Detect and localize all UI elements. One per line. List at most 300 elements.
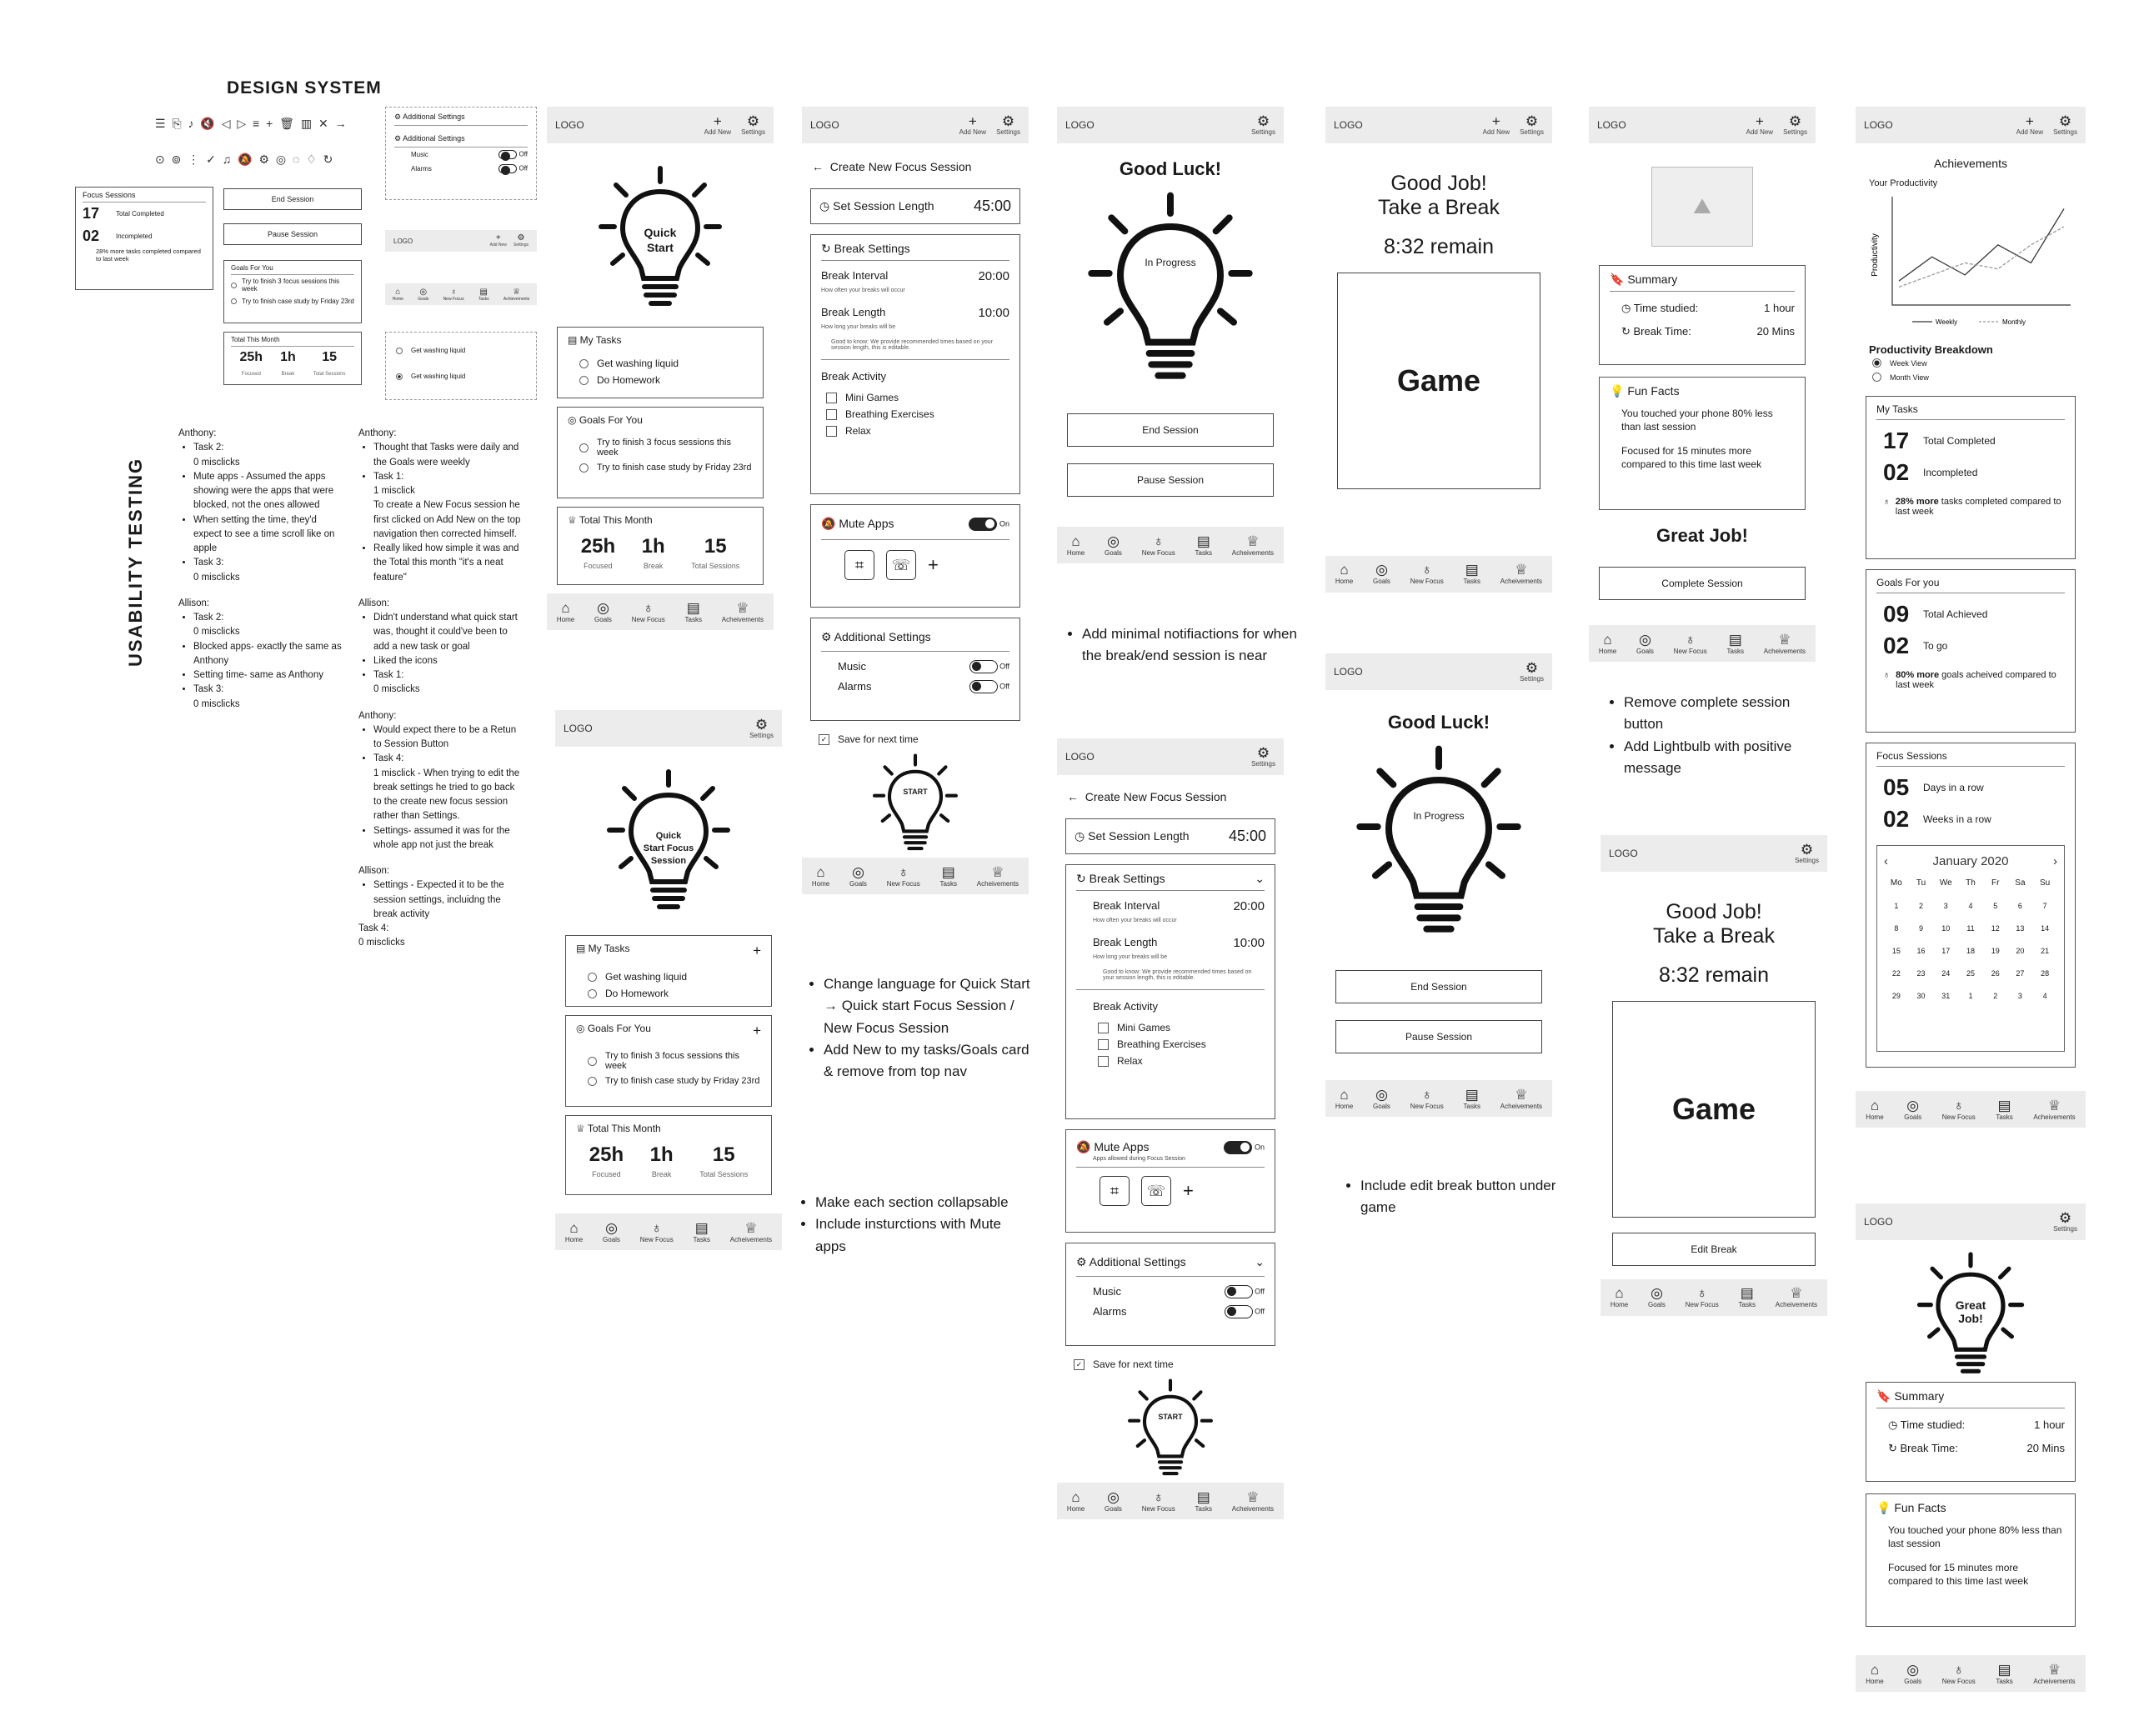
refresh-icon: ↻ [1621, 325, 1634, 338]
icon-set-row-2: ⊙ ⊚ ⋮ ✓ ♫ 🔕 ⚙ ◎ ◌ ♢ ↻ [155, 153, 335, 166]
goal-radio[interactable] [579, 443, 589, 453]
settings-button[interactable] [2053, 1211, 2077, 1233]
calendar-day[interactable]: 1 [1894, 902, 1899, 910]
nav-item-clipboard[interactable] [1195, 534, 1212, 557]
back-link[interactable] [802, 143, 1029, 173]
break-screen-v1 [1325, 107, 1552, 607]
break-label: Break Time: [1633, 325, 1691, 338]
ach-f1-label: Days in a row [1923, 782, 1984, 793]
nav-item-home[interactable] [1067, 534, 1085, 557]
logo: LOGO [564, 723, 593, 734]
checkbox[interactable] [826, 409, 837, 420]
nav-item-clipboard[interactable] [685, 601, 702, 623]
clipboard-icon: ▤ [1997, 1661, 2011, 1678]
nav-item-target[interactable] [1636, 633, 1654, 655]
usability-note: • Task 3: 0 misclicks [193, 556, 345, 585]
usability-note: • Setting time- same as Anthony [193, 668, 345, 683]
nav-label: Home [1335, 578, 1354, 585]
calendar-day[interactable]: 16 [1916, 947, 1926, 955]
edit-break-button[interactable]: Edit Break [1612, 1233, 1816, 1266]
lightbulb-icon: ♁ [1696, 1285, 1708, 1301]
calendar-day[interactable]: 14 [2041, 924, 2050, 933]
target-icon: ◎ [568, 414, 579, 426]
calendar-day[interactable]: 11 [1966, 924, 1975, 933]
nav-item-lightbulb[interactable] [632, 601, 665, 623]
ds-music: Music [411, 151, 428, 158]
usability-note: • Would expect there to be a Retun to Session Button [373, 723, 525, 753]
calendar-day[interactable]: 31 [1941, 992, 1951, 1000]
calendar-weekday: Sa [2015, 878, 2026, 888]
week-view-label: Week View [1890, 358, 1927, 368]
award-icon: ♕ [1246, 533, 1260, 549]
nav-item-clipboard[interactable] [1464, 563, 1480, 585]
ds-alarm-toggle[interactable] [498, 164, 517, 173]
settings-button[interactable] [1795, 843, 1819, 864]
nav-item-lightbulb[interactable] [1142, 1490, 1175, 1513]
tester-name: Anthony: [358, 710, 397, 721]
activity-label: Break Activity [821, 370, 887, 383]
month-focused: 25h [580, 535, 616, 558]
goals-title: Goals For You [579, 414, 643, 426]
nav-item-award[interactable] [1232, 1490, 1274, 1513]
pause-session-button[interactable]: Pause Session [1335, 1020, 1542, 1053]
nav-label: New Focus [1410, 1102, 1444, 1110]
nav-item-lightbulb[interactable] [640, 1221, 674, 1243]
end-session-button[interactable]: End Session [1335, 970, 1542, 1003]
ds-settings-label: Settings [513, 243, 528, 248]
music-label: Music [838, 660, 866, 673]
settings-label: Settings [741, 128, 765, 136]
ds-focus-l2: Incompleted [116, 233, 153, 240]
nav-label: Goals [1636, 647, 1654, 655]
nav-item-target[interactable] [594, 601, 612, 623]
settings-button[interactable] [741, 114, 765, 136]
chevron-left-icon[interactable]: ‹ [1884, 854, 1888, 868]
quick-start-bulb[interactable] [547, 143, 774, 318]
nav-item-lightbulb[interactable] [1142, 534, 1175, 557]
nav-item-clipboard[interactable] [1727, 633, 1744, 655]
my-tasks-card [565, 935, 772, 1007]
calendar-day[interactable]: 3 [1943, 902, 1948, 910]
alarms-label: Alarms [838, 680, 872, 693]
home-icon: ⌂ [1603, 631, 1612, 648]
nav-item-award[interactable] [1764, 633, 1806, 655]
nav-item-home[interactable] [1866, 1663, 1883, 1685]
gear-icon: ⚙ [1525, 660, 1539, 676]
session-length-field[interactable] [1065, 818, 1275, 854]
interval-value[interactable]: 20:00 [1233, 899, 1265, 913]
mute-apps-card [1065, 1129, 1275, 1233]
game-area[interactable]: Game [1337, 273, 1540, 489]
usability-note: • Task 1: 1 misclick To create a New Focus session he first clicked on Add New on the top navigation then corrected himself. [373, 470, 525, 542]
nav-item-lightbulb[interactable] [1410, 1088, 1444, 1110]
checkbox[interactable] [826, 426, 837, 437]
refresh-icon: ↻ [1076, 872, 1090, 885]
summary-card [1866, 1382, 2076, 1482]
note-item: • Make each section collapsable [815, 1192, 1030, 1213]
phone-app-icon[interactable]: ☏ [1141, 1176, 1171, 1206]
checkbox[interactable] [1098, 1023, 1109, 1033]
settings-label: Settings [1251, 760, 1275, 768]
calendar-day[interactable]: 8 [1894, 924, 1899, 933]
nav-item-lightbulb[interactable] [1942, 1098, 1976, 1121]
calendar-day[interactable]: 25 [1966, 969, 1975, 978]
calendar-day[interactable]: 2 [1993, 992, 1998, 1000]
break-settings-card [1065, 864, 1275, 1119]
activity-3: Relax [1117, 1055, 1143, 1067]
goal-radio[interactable] [588, 1077, 597, 1086]
ds-music-toggle[interactable] [498, 150, 517, 159]
nav-item-home[interactable] [1067, 1490, 1085, 1513]
home-icon: ⌂ [1340, 1086, 1349, 1103]
fact-1: You touched your phone 80% less than last session [1888, 1524, 2062, 1549]
goal-radio[interactable] [588, 1057, 597, 1066]
month-sessions-label: Total Sessions [691, 562, 740, 570]
nav-item-clipboard[interactable] [1739, 1286, 1756, 1308]
blength-value[interactable]: 10:00 [978, 306, 1009, 320]
target-icon: ◎ [1906, 1661, 1920, 1678]
clipboard-icon: ▤ [1196, 533, 1210, 549]
calendar-day[interactable]: 3 [2017, 992, 2022, 1000]
calendar-day[interactable]: 6 [2017, 902, 2022, 910]
ds-goal-radio[interactable] [231, 283, 237, 288]
quick-start-focus-bulb[interactable] [555, 747, 782, 922]
nav-label: New Focus [1410, 578, 1444, 585]
complete-session-button[interactable]: Complete Session [1599, 567, 1806, 600]
interval-value[interactable]: 20:00 [978, 269, 1009, 283]
nav-item-award[interactable] [730, 1221, 772, 1243]
chevron-right-icon[interactable]: › [2053, 854, 2057, 868]
calendar-day[interactable]: 21 [2041, 947, 2050, 955]
add-new-button[interactable] [1483, 114, 1510, 136]
nav-item-target[interactable] [1105, 1490, 1122, 1513]
nav-label: Home [1066, 548, 1085, 557]
music-toggle[interactable] [969, 660, 998, 673]
mute-on: On [999, 518, 1009, 528]
end-session-button[interactable]: End Session [1067, 413, 1274, 447]
calendar-day[interactable]: 4 [1968, 902, 1973, 910]
settings-button[interactable] [1520, 114, 1544, 136]
lightbulb-icon: ♁ [1421, 562, 1433, 578]
ach-tnote-bold: 28% more [1895, 497, 1939, 507]
in-progress-screen-v2 [1325, 653, 1552, 1153]
chevron-down-icon[interactable]: ⌄ [1255, 1255, 1265, 1268]
ds-month-l2: Break [281, 372, 295, 377]
calendar-day[interactable]: 30 [1916, 992, 1926, 1000]
calendar-day[interactable]: 10 [1941, 924, 1951, 933]
award-icon: ♕ [736, 599, 749, 616]
calendar-day[interactable]: 12 [1991, 924, 2000, 933]
ds-goal-1: Try to finish 3 focus sessions this week [242, 278, 340, 293]
nav-item-award[interactable] [1776, 1286, 1817, 1308]
ds-settings[interactable] [513, 234, 528, 248]
task-radio[interactable] [579, 359, 589, 368]
calendar-day[interactable]: 20 [2016, 947, 2025, 955]
chevron-down-icon[interactable]: ⌄ [1255, 872, 1265, 885]
add-new-button[interactable] [959, 114, 986, 136]
phone-app-icon[interactable]: ☏ [886, 550, 916, 580]
add-new-label: Add New [2016, 128, 2044, 136]
length-value[interactable]: 45:00 [1228, 828, 1266, 844]
back-link[interactable] [1057, 775, 1284, 803]
nav-label: Home [1610, 1301, 1629, 1308]
calendar-day[interactable]: 5 [1993, 902, 1998, 910]
bookmark-icon: 🔖 [1610, 273, 1628, 286]
gear-icon: ⚙ [394, 113, 403, 121]
alarms-off: Off [999, 682, 1009, 691]
calendar-weekday: Mo [1890, 878, 1902, 888]
add-new-button[interactable] [704, 114, 731, 136]
nav-item-award[interactable] [977, 865, 1019, 888]
target-icon: ◎ [1906, 1097, 1920, 1113]
mute-toggle[interactable] [1224, 1141, 1252, 1154]
nav-item-lightbulb[interactable] [887, 865, 920, 888]
nav-label: Tasks [939, 879, 957, 888]
bottom-nav [1325, 1080, 1552, 1117]
nav-item-award[interactable] [1500, 563, 1542, 585]
add-task-button[interactable]: + [753, 943, 761, 958]
nav-item-clipboard[interactable] [1996, 1098, 2012, 1121]
ach-tasks-title: My Tasks [1876, 403, 2065, 420]
calendar-day[interactable]: 28 [2041, 969, 2050, 978]
calendar-day[interactable]: 17 [1941, 947, 1951, 955]
week-view-radio[interactable] [1872, 358, 1881, 368]
nav-label: Goals [1648, 1301, 1666, 1308]
music-toggle[interactable] [1225, 1285, 1253, 1298]
ds-nav-label: Achievements [503, 296, 530, 302]
nav-item-home[interactable] [1335, 1088, 1353, 1110]
ds-task-radio[interactable] [396, 348, 403, 354]
ds-logo: LOGO [393, 237, 413, 245]
nav-label: Home [1335, 1102, 1354, 1110]
total-month-card [557, 507, 764, 585]
ds-task-radio-selected[interactable] [396, 373, 403, 380]
ds-pause-session-button[interactable]: Pause Session [223, 223, 362, 245]
length-value[interactable]: 45:00 [973, 198, 1011, 214]
calendar-day[interactable]: 13 [2016, 924, 2025, 933]
gear-icon: ⚙ [517, 233, 525, 243]
calendar-day[interactable]: 7 [2042, 902, 2047, 910]
settings-button[interactable] [1520, 661, 1544, 683]
nav-item-home[interactable] [1335, 563, 1353, 585]
settings-button[interactable] [749, 718, 774, 739]
calendar-weekday: Fr [1991, 878, 2000, 888]
ds-nav-focus[interactable] [443, 288, 464, 302]
nav-item-lightbulb[interactable] [1942, 1663, 1976, 1685]
note-item: • Add Lightbulb with positive message [1624, 736, 1822, 780]
nav-item-home[interactable] [1599, 633, 1616, 655]
settings-button[interactable] [1251, 114, 1275, 136]
length-label: Set Session Length [1088, 829, 1190, 843]
image-placeholder-icon: ⛰ [1651, 167, 1753, 247]
calendar-day[interactable]: 22 [1891, 969, 1901, 978]
lightbulb-icon: ♁ [1953, 1661, 1965, 1678]
lightbulb-icon: ♁ [898, 863, 909, 880]
tester-name: Allison: [358, 598, 390, 608]
month-title: Total This Month [587, 1123, 661, 1134]
calendar-day[interactable]: 18 [1966, 947, 1975, 955]
game-area[interactable]: Game [1612, 1001, 1816, 1218]
calendar-day[interactable]: 26 [1991, 969, 2000, 978]
calendar-day[interactable]: 2 [1919, 902, 1924, 910]
settings-label: Settings [1795, 857, 1819, 864]
gear-icon: ⚙ [821, 630, 834, 643]
add-new-button[interactable] [2016, 114, 2043, 136]
start-label: START [1158, 1413, 1183, 1421]
alarms-toggle[interactable] [1225, 1305, 1253, 1318]
nav-item-award[interactable] [1232, 534, 1274, 557]
nav-item-target[interactable] [1904, 1098, 1921, 1121]
nav-item-target[interactable] [1373, 1088, 1390, 1110]
usability-note: • Blocked apps- exactly the same as Anthony [193, 640, 345, 669]
nav-item-lightbulb[interactable] [1686, 1286, 1719, 1308]
calendar-day[interactable]: 19 [1991, 947, 2000, 955]
settings-label: Settings [2053, 1225, 2077, 1233]
calendar-day[interactable]: 15 [1891, 947, 1901, 955]
nav-item-home[interactable] [1866, 1098, 1883, 1121]
nav-label: Goals [1105, 1504, 1122, 1513]
ach-goals-title: Goals For you [1876, 577, 2065, 593]
calendar-day[interactable]: 4 [2042, 992, 2047, 1000]
nav-item-award[interactable] [2033, 1098, 2075, 1121]
usability-note: • Task 3: 0 misclicks [193, 683, 345, 712]
blength-sub: How long your breaks will be [1093, 954, 1168, 960]
ds-month-label: Total This Month [231, 336, 354, 347]
logo: LOGO [1864, 1216, 1893, 1228]
nav-item-target[interactable] [1105, 534, 1122, 557]
task-radio[interactable] [588, 973, 597, 982]
usability-note: • Settings - Expected it to be the session settings, incluidng the break activity [373, 878, 525, 922]
tip-text: Good to know: We provide recommended times based on your session length, this is editable. [1076, 964, 1265, 990]
settings-button[interactable] [1783, 114, 1807, 136]
slack-app-icon[interactable]: ⌗ [844, 550, 874, 580]
calendar-day[interactable]: 23 [1916, 969, 1926, 978]
bottom-nav [1589, 625, 1816, 662]
add-goal-button[interactable]: + [753, 1023, 761, 1038]
ds-nav-achievements[interactable] [503, 288, 529, 302]
bottom-nav [1600, 1279, 1827, 1316]
add-app-button[interactable]: + [1183, 1180, 1194, 1201]
calendar-day[interactable]: 29 [1891, 992, 1901, 1000]
calendar-day[interactable]: 27 [2016, 969, 2025, 978]
settings-button[interactable] [1251, 746, 1275, 768]
nav-item-award[interactable] [2033, 1663, 2075, 1685]
nav-item-target[interactable] [849, 865, 867, 888]
ds-nav-goals[interactable] [418, 288, 428, 302]
ds-nav-home[interactable] [393, 288, 403, 302]
ds-task-1: Get washing liquid [411, 347, 466, 354]
nav-item-lightbulb[interactable] [1410, 563, 1444, 585]
nav-item-award[interactable] [1500, 1088, 1542, 1110]
calendar-day[interactable]: 24 [1941, 969, 1951, 978]
pause-session-button[interactable]: Pause Session [1067, 463, 1274, 497]
break-value: 20 Mins [2026, 1442, 2065, 1454]
bottom-nav [1325, 556, 1552, 593]
usability-note-tail: Task 4: 0 misclicks [358, 923, 405, 948]
nav-label: Acheivements [721, 615, 764, 623]
add-app-button[interactable]: + [928, 554, 939, 575]
gear-icon: ⚙ [1788, 113, 1802, 129]
nav-item-clipboard[interactable] [1464, 1088, 1480, 1110]
calendar-day[interactable]: 1 [1968, 992, 1973, 1000]
alarms-toggle[interactable] [969, 680, 998, 693]
month-view-radio[interactable] [1872, 373, 1881, 382]
nav-item-clipboard[interactable] [694, 1221, 710, 1243]
gear-icon: ⚙ [1256, 745, 1270, 761]
task-radio[interactable] [579, 376, 589, 385]
nav-item-home[interactable] [565, 1221, 583, 1243]
nav-item-home[interactable] [557, 601, 574, 623]
award-icon: ♕ [2047, 1661, 2061, 1678]
chart-ylabel: Productivity [1871, 233, 1880, 277]
slack-app-icon[interactable]: ⌗ [1100, 1176, 1130, 1206]
ach-t2-label: Incompleted [1923, 467, 1978, 478]
start-bulb[interactable] [1057, 1373, 1284, 1473]
nav-item-target[interactable] [1373, 563, 1390, 585]
nav-item-home[interactable] [1611, 1286, 1628, 1308]
allowed-hint: Apps allowed during Focus Session [1076, 1156, 1265, 1168]
nav-label: Goals [603, 1235, 620, 1243]
nav-item-target[interactable] [603, 1221, 620, 1243]
clipboard-icon: ▤ [568, 334, 580, 346]
ds-goal-radio[interactable] [231, 298, 237, 304]
blength-value[interactable]: 10:00 [1233, 936, 1265, 950]
ach-g1: 09 [1883, 601, 1910, 627]
nav-item-award[interactable] [722, 601, 764, 623]
nav-item-lightbulb[interactable] [1674, 633, 1707, 655]
lightbulb-icon: ♁ [1153, 533, 1165, 549]
save-checkbox[interactable]: ✓ [819, 734, 829, 745]
ds-nav-tasks[interactable] [478, 288, 489, 302]
home-icon: ⌂ [561, 599, 570, 616]
note-item: • Include edit break button under game [1360, 1175, 1559, 1219]
checkbox[interactable] [1098, 1056, 1109, 1067]
gear-icon: ⚙ [2058, 113, 2072, 129]
goal-radio[interactable] [579, 463, 589, 473]
calendar-grid [1884, 878, 2057, 1000]
nav-item-clipboard[interactable] [1996, 1663, 2012, 1685]
calendar-day[interactable]: 9 [1919, 924, 1924, 933]
start-bulb[interactable] [802, 748, 1029, 848]
ds-add-new[interactable] [490, 234, 507, 248]
app-header [1589, 107, 1816, 143]
settings-button[interactable] [2053, 114, 2077, 136]
ds-end-session-button[interactable]: End Session [223, 188, 362, 210]
app-header [555, 710, 782, 747]
nav-item-target[interactable] [1648, 1286, 1666, 1308]
nav-item-clipboard[interactable] [940, 865, 957, 888]
nav-item-clipboard[interactable] [1195, 1490, 1212, 1513]
nav-label: Tasks [1195, 1504, 1212, 1513]
session-length-field[interactable] [810, 188, 1020, 224]
month-break-label: Break [651, 1170, 672, 1178]
settings-button[interactable] [996, 114, 1020, 136]
mute-toggle[interactable] [969, 518, 997, 531]
goal-2: Try to finish case study by Friday 23rd [597, 463, 752, 473]
checkbox[interactable] [1098, 1039, 1109, 1050]
nav-item-target[interactable] [1904, 1663, 1921, 1685]
nav-label: Tasks [1463, 1102, 1480, 1110]
clipboard-icon: ▤ [1465, 1086, 1479, 1103]
month-break-label: Break [643, 562, 664, 570]
task-radio[interactable] [588, 989, 597, 998]
add-new-button[interactable] [1746, 114, 1773, 136]
checkbox[interactable] [826, 393, 837, 403]
save-checkbox[interactable]: ✓ [1074, 1359, 1085, 1370]
award-icon: ♕ [1778, 631, 1791, 648]
nav-item-home[interactable] [812, 865, 829, 888]
ach-t2: 02 [1883, 459, 1910, 485]
